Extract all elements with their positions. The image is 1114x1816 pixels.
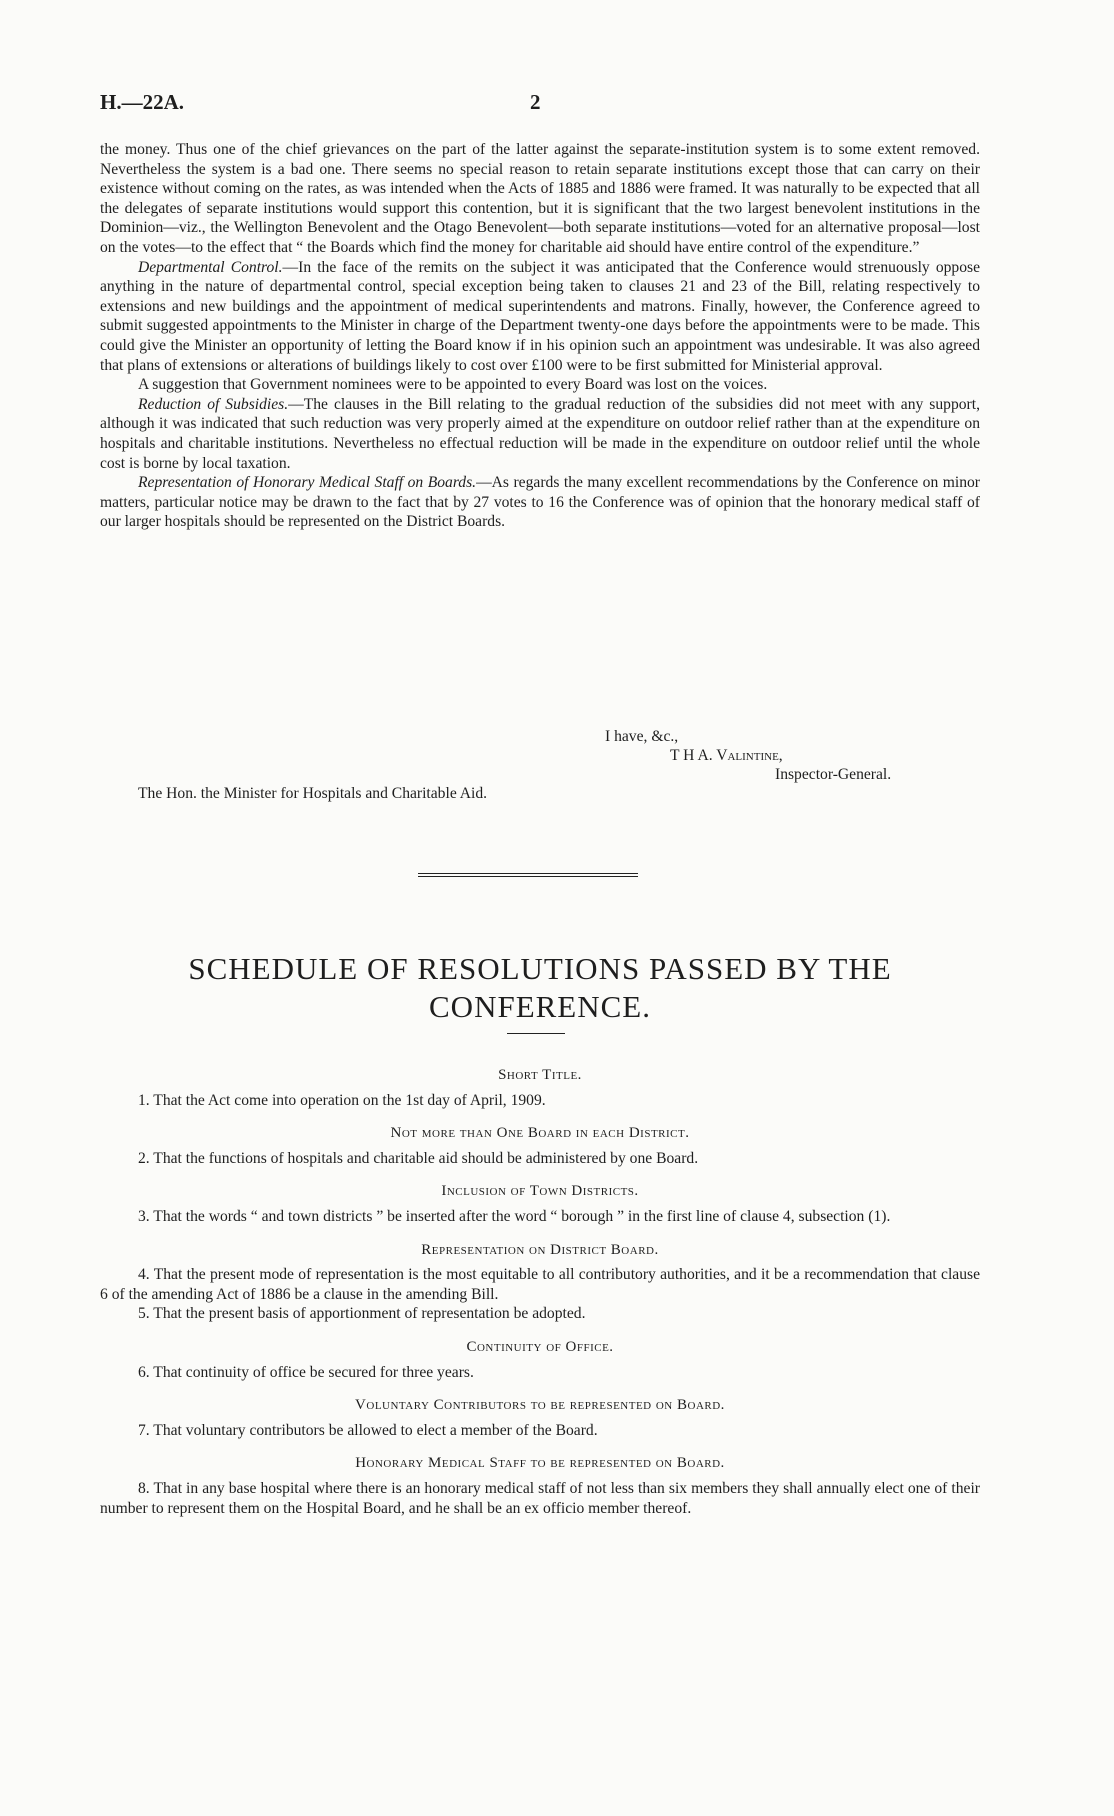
- double-rule-divider: [418, 873, 638, 879]
- paragraph-government-nominees: A suggestion that Government nominees were to be appointed to every Board was lost on the voices.: [138, 376, 768, 394]
- resolutions-list: [100, 1066, 980, 1532]
- resolution-item: 6. That continuity of office be secured for three years.: [138, 1363, 474, 1381]
- resolution-item: 5. That the present basis of apportionment of representation be adopted.: [138, 1305, 586, 1323]
- paragraph-text: —The clauses in the Bill relating to the gradual reduction of the subsidies did not meet with any support, although it was indicated that such reduction was very properly aimed at the expenditure on outdoor relief rather than at the expenditure on hospitals and charitable institutions. Nevertheless no effectual reduction will be made in the expenditure on outdoor relief until the whole cost is borne by local taxation.: [100, 395, 980, 472]
- section-short-title: [100, 1066, 980, 1110]
- section-heading: Representation on District Board.: [421, 1241, 659, 1258]
- paragraph-text: —In the face of the remits on the subject it was anticipated that the Conference would strenuously oppose anything in the nature of departmental control, special exception being taken to clauses 21 and 23 of the Bill, relating respectively to extensions and new buildings and the appointment of medical superintendents and matrons. Finally, however, the Conference agreed to submit suggested appointments to the Minister in charge of the Department twenty-one days before the appointments were to be made. This could give the Minister an opportunity of letting the Board know if in his opinion such an appointment was undesirable. It was also agreed that plans of extensions or alterations of buildings likely to cost over £100 were to be first submitted for Ministerial approval.: [100, 258, 980, 374]
- section-heading: Not more than One Board in each District.: [390, 1125, 690, 1142]
- page-header: [100, 90, 980, 120]
- resolution-item: 7. That voluntary contributors be allowed to elect a member of the Board.: [138, 1421, 598, 1439]
- resolution-item: 3. That the words “ and town districts ” be inserted after the word “ borough ” in the first line of clause 4, subsection (1).: [138, 1207, 891, 1225]
- closing-greeting: I have, &c.,: [605, 728, 679, 745]
- section-honorary-medical-staff: [100, 1454, 980, 1518]
- section-heading: Honorary Medical Staff to be represented on Board.: [355, 1455, 725, 1472]
- resolution-item: 8. That in any base hospital where there is an honorary medical staff of not less than six members they shall annually elect one of their number to represent them on the Hospital Board, and he shall be an ex officio member thereof.: [100, 1479, 980, 1517]
- section-heading: Short Title.: [498, 1067, 582, 1083]
- section-heading: Inclusion of Town Districts.: [441, 1183, 639, 1200]
- paragraph-reduction-of-subsidies: [100, 395, 980, 473]
- paragraph-departmental-control: [100, 258, 980, 376]
- section-one-board: [100, 1124, 980, 1168]
- resolution-item: 4. That the present mode of representation is the most equitable to all contributory authorities, and it be a recommendation that clause 6 of the amending Act of 1886 be a clause in the amending Bill.: [100, 1266, 980, 1303]
- paragraph-heading: Reduction of Subsidies.: [138, 395, 289, 413]
- paragraph-text: —As regards the many excellent recommendations by the Conference on minor matters, particular notice may be drawn to the fact that by 27 votes to 16 the Conference was of opinion that the honorary medical staff of our larger hospitals should be represented on the District Boards.: [100, 474, 980, 531]
- paragraph-continuation: the money. Thus one of the chief grievances on the part of the latter against the separate-institution system is to some extent removed. Nevertheless the system is a bad one. There seems no special reason to retain separate institutions except those that can carry on their existence without coming on the rates, as was intended when the Acts of 1885 and 1886 were framed. It was naturally to be expected that all the delegates of separate institutions would support this contention, but it is significant that the two largest benevolent institutions in the Dominion—viz., the Wellington Benevolent and the Otago Benevolent—both separate institutions—voted for an alternative proposal—lost on the votes—to the effect that “ the Boards which find the money for charitable aid should have entire control of the expenditure.”: [100, 141, 980, 256]
- section-town-districts: [100, 1182, 980, 1226]
- schedule-title: SCHEDULE OF RESOLUTIONS PASSED BY THE CONFERENCE.: [188, 951, 892, 1024]
- section-representation: [100, 1241, 980, 1324]
- resolution-item: 2. That the functions of hospitals and charitable aid should be administered by one Board.: [138, 1149, 699, 1167]
- section-heading: Continuity of Office.: [466, 1338, 614, 1355]
- section-voluntary-contributors: [100, 1396, 980, 1440]
- signatory-title: Inspector-General.: [775, 766, 892, 783]
- signatory-name: T H A. Valintine,: [670, 747, 783, 764]
- paragraph-honorary-staff: [100, 473, 980, 532]
- section-continuity: [100, 1338, 980, 1382]
- addressee-line: The Hon. the Minister for Hospitals and Charitable Aid.: [138, 785, 488, 802]
- paragraph-heading: Representation of Honorary Medical Staff on Boards.: [138, 474, 477, 492]
- page-number: 2: [530, 90, 541, 114]
- paper-reference: H.—22A.: [100, 90, 184, 114]
- section-heading: Voluntary Contributors to be represented on Board.: [355, 1397, 725, 1414]
- letter-body: [100, 140, 980, 532]
- resolution-item: 1. That the Act come into operation on the 1st day of April, 1909.: [138, 1091, 546, 1109]
- paragraph-heading: Departmental Control.: [138, 258, 283, 276]
- short-rule-divider: [507, 1033, 565, 1034]
